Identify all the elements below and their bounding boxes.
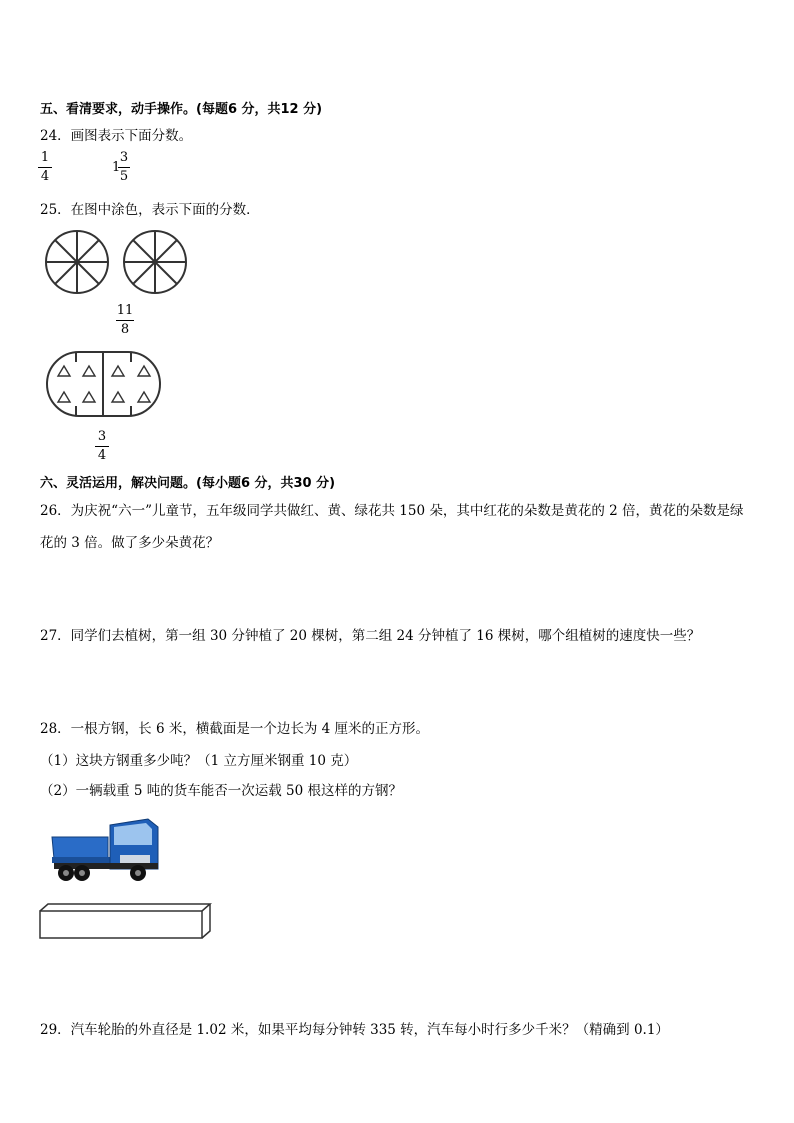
fraction-numerator: 11 [116,303,134,318]
fraction-eleven-eighths [116,304,134,337]
question-28: 28．一根方钢，长 6 米，横截面是一个边长为 4 厘米的正方形。 [40,721,430,737]
truck-image [48,815,162,885]
fraction-numerator: 3 [97,429,107,444]
question-29: 29．汽车轮胎的外直径是 1.02 米，如果平均每分钟转 335 转，汽车每小时行多少千米？（精确到 0.1） [40,1022,669,1038]
fraction-three-quarters [95,430,109,463]
fraction-three-fifths [118,151,130,184]
fraction-numerator: 3 [119,150,129,165]
question-26-line1: 26．为庆祝“六一”儿童节，五年级同学共做红、黄、绿花共 150 朵，其中红花的朵数是黄花的 2 倍，黄花的朵数是绿 [40,503,744,519]
question-26-line2: 花的 3 倍。做了多少朵黄花？ [40,535,220,551]
fraction-one-quarter [38,151,52,184]
fraction-numerator: 1 [40,150,50,165]
circle-right [124,231,186,293]
question-28-part-2: （2）一辆载重 5 吨的货车能否一次运载 50 根这样的方钢？ [40,783,403,799]
question-24-text: 24．画图表示下面分数。 [40,128,193,144]
section-6-heading: 六、灵活运用，解决问题。(每小题6 分，共30 分) [40,476,336,491]
section-5-heading: 五、看清要求，动手操作。(每题6 分，共12 分) [40,102,323,117]
question-27: 27．同学们去植树，第一组 30 分钟植了 20 棵树，第二组 24 分钟植了 16 棵树，哪个组植树的速度快一些？ [40,628,701,644]
question-28-part-1: （1）这块方钢重多少吨？（1 立方厘米钢重 10 克） [40,753,358,769]
question-25-text: 25．在图中涂色，表示下面的分数． [40,202,260,218]
mixed-number-whole: 1 [112,160,121,175]
oval-triangles-figure [44,348,164,420]
fraction-denominator: 5 [119,169,129,184]
fraction-denominator: 8 [120,322,130,337]
fraction-denominator: 4 [97,448,107,463]
eighths-circles [40,226,200,300]
steel-bar-drawing [38,902,214,942]
circle-left [46,231,108,293]
fraction-denominator: 4 [40,169,50,184]
